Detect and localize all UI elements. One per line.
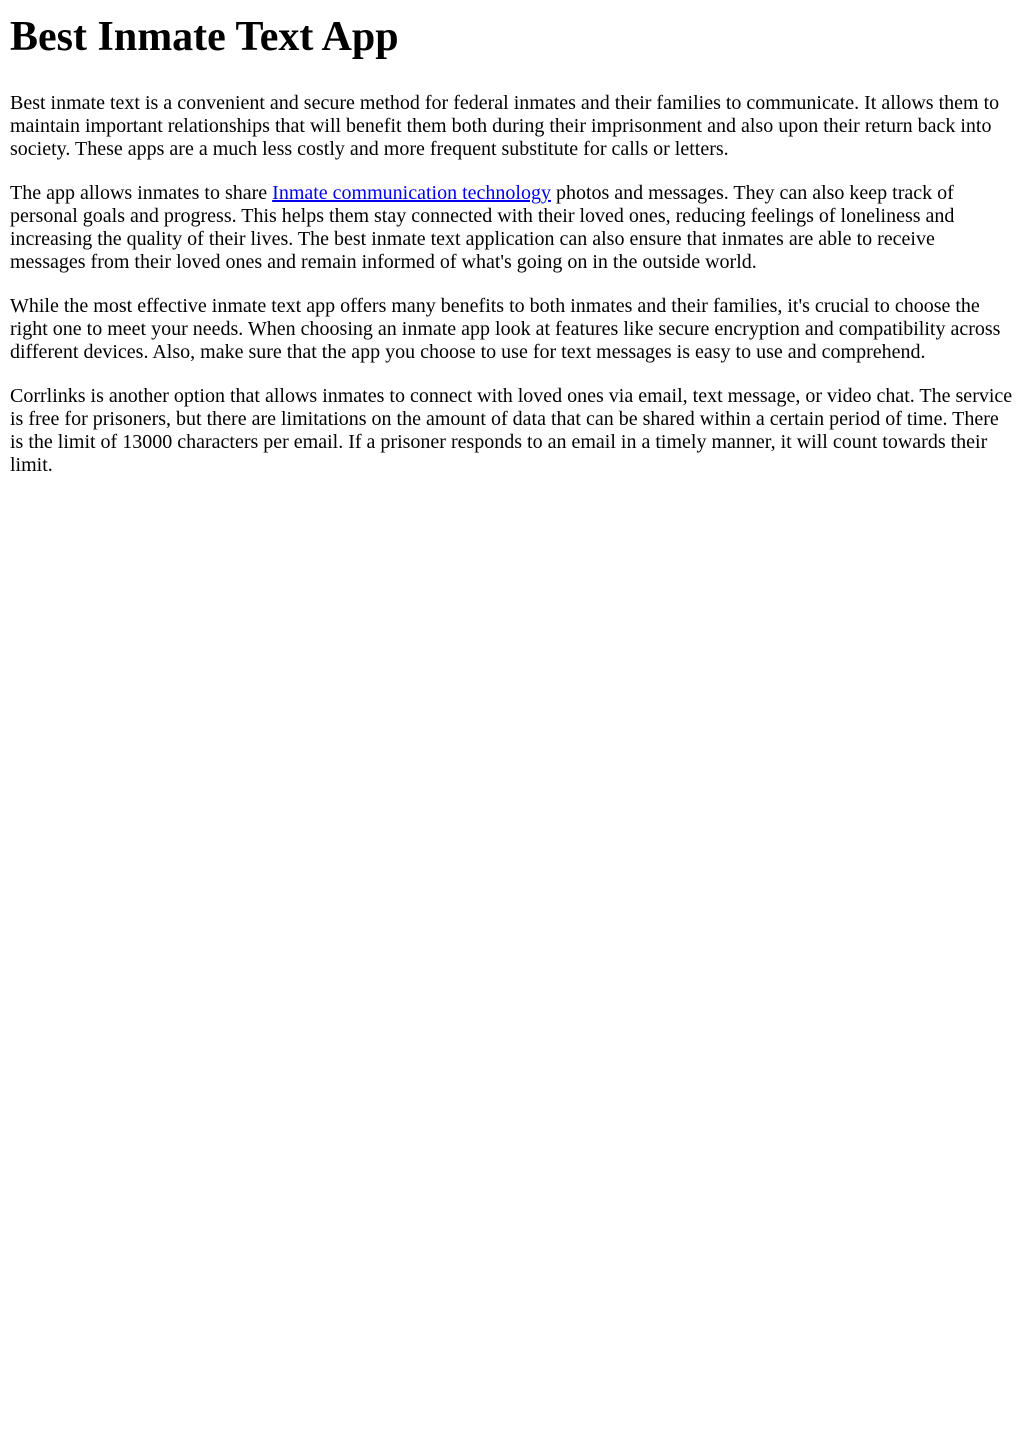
paragraph-2-text-before-link: The app allows inmates to share — [10, 182, 273, 204]
article-paragraph-2 — [10, 182, 1013, 274]
article-paragraph-3: While the most effective inmate text app offers many benefits to both inmates and their families, it's crucial to choose the right one to meet your needs. When choosing an inmate app look at features like secure encryption and compatibility across different devices. Also, make sure that the app you choose to use for text messages is easy to use and comprehend. — [10, 295, 1001, 363]
page-title: Best Inmate Text App — [10, 14, 399, 60]
article-paragraph-4: Corrlinks is another option that allows inmates to connect with loved ones via email, text message, or video chat. The service is free for prisoners, but there are limitations on the amount of data that can be shared within a certain period of time. There is the limit of 13000 characters per email. If a prisoner responds to an email in a timely manner, it will count towards their limit. — [10, 385, 1013, 476]
paragraph-2-text-after-link: photos and messages. They can also keep track of personal goals and progress. This helps them stay connected with their loved ones, reducing feelings of loneliness and increasing the quality of their lives. The best inmate text application can also ensure that inmates are able to receive messages from their loved ones and remain informed of what's going on in the outside world. — [10, 182, 955, 273]
article-paragraph-1: Best inmate text is a convenient and secure method for federal inmates and their families to communicate. It allows them to maintain important relationships that will benefit them both during their imprisonment and also upon their return back into society. These apps are a much less costly and more frequent substitute for calls or letters. — [10, 92, 1000, 160]
inmate-communication-technology-link[interactable]: Inmate communication technology — [272, 182, 551, 204]
